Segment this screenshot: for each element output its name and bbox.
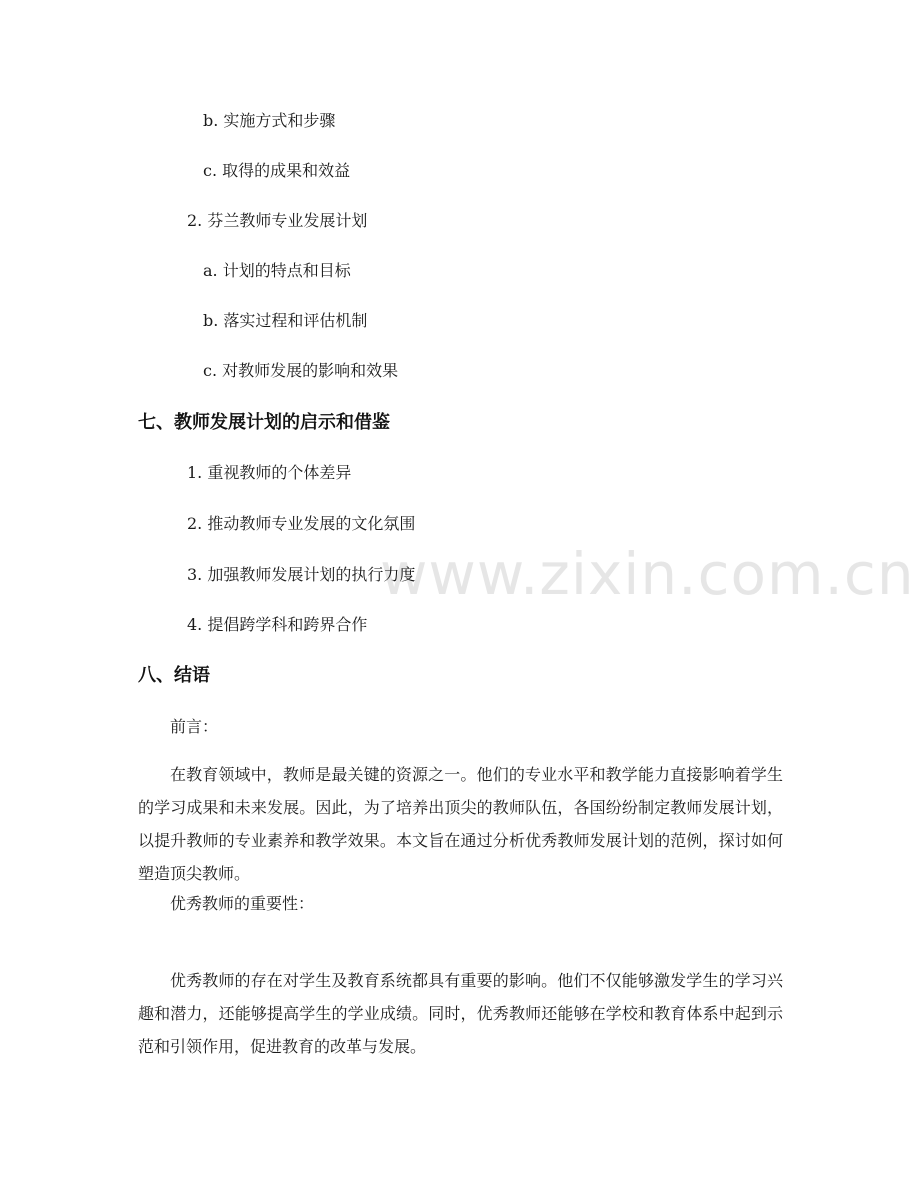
list-item: b. 实施方式和步骤 [203, 111, 336, 130]
section-heading-8: 八、结语 [138, 665, 210, 686]
preface-label: 前言： [170, 717, 219, 736]
list-item: 1. 重视教师的个体差异 [187, 463, 352, 482]
list-item: 2. 推动教师专业发展的文化氛围 [187, 514, 416, 533]
list-item: 2. 芬兰教师专业发展计划 [187, 211, 368, 230]
list-item: 3. 加强教师发展计划的执行力度 [187, 565, 416, 584]
list-item: c. 取得的成果和效益 [203, 161, 351, 180]
preface-paragraph: 在教育领域中，教师是最关键的资源之一。他们的专业水平和教学能力直接影响着学生的学习成果和未来发展。因此，为了培养出顶尖的教师队伍，各国纷纷制定教师发展计划，以提升教师的专业素养和教学效果。本文旨在通过分析优秀教师发展计划的范例，探讨如何塑造顶尖教师。 [138, 765, 783, 883]
list-item: a. 计划的特点和目标 [203, 261, 351, 280]
importance-paragraph: 优秀教师的存在对学生及教育系统都具有重要的影响。他们不仅能够激发学生的学习兴趣和潜力，还能够提高学生的学业成绩。同时，优秀教师还能够在学校和教育体系中起到示范和引领作用，促进教育的改革与发展。 [138, 971, 783, 1056]
list-item: b. 落实过程和评估机制 [203, 311, 368, 330]
list-item: 4. 提倡跨学科和跨界合作 [187, 615, 368, 634]
section-heading-7: 七、教师发展计划的启示和借鉴 [138, 412, 390, 433]
list-item: c. 对教师发展的影响和效果 [203, 361, 399, 380]
watermark: www.zixin.com.cn [380, 540, 915, 608]
importance-label: 优秀教师的重要性： [170, 894, 315, 913]
